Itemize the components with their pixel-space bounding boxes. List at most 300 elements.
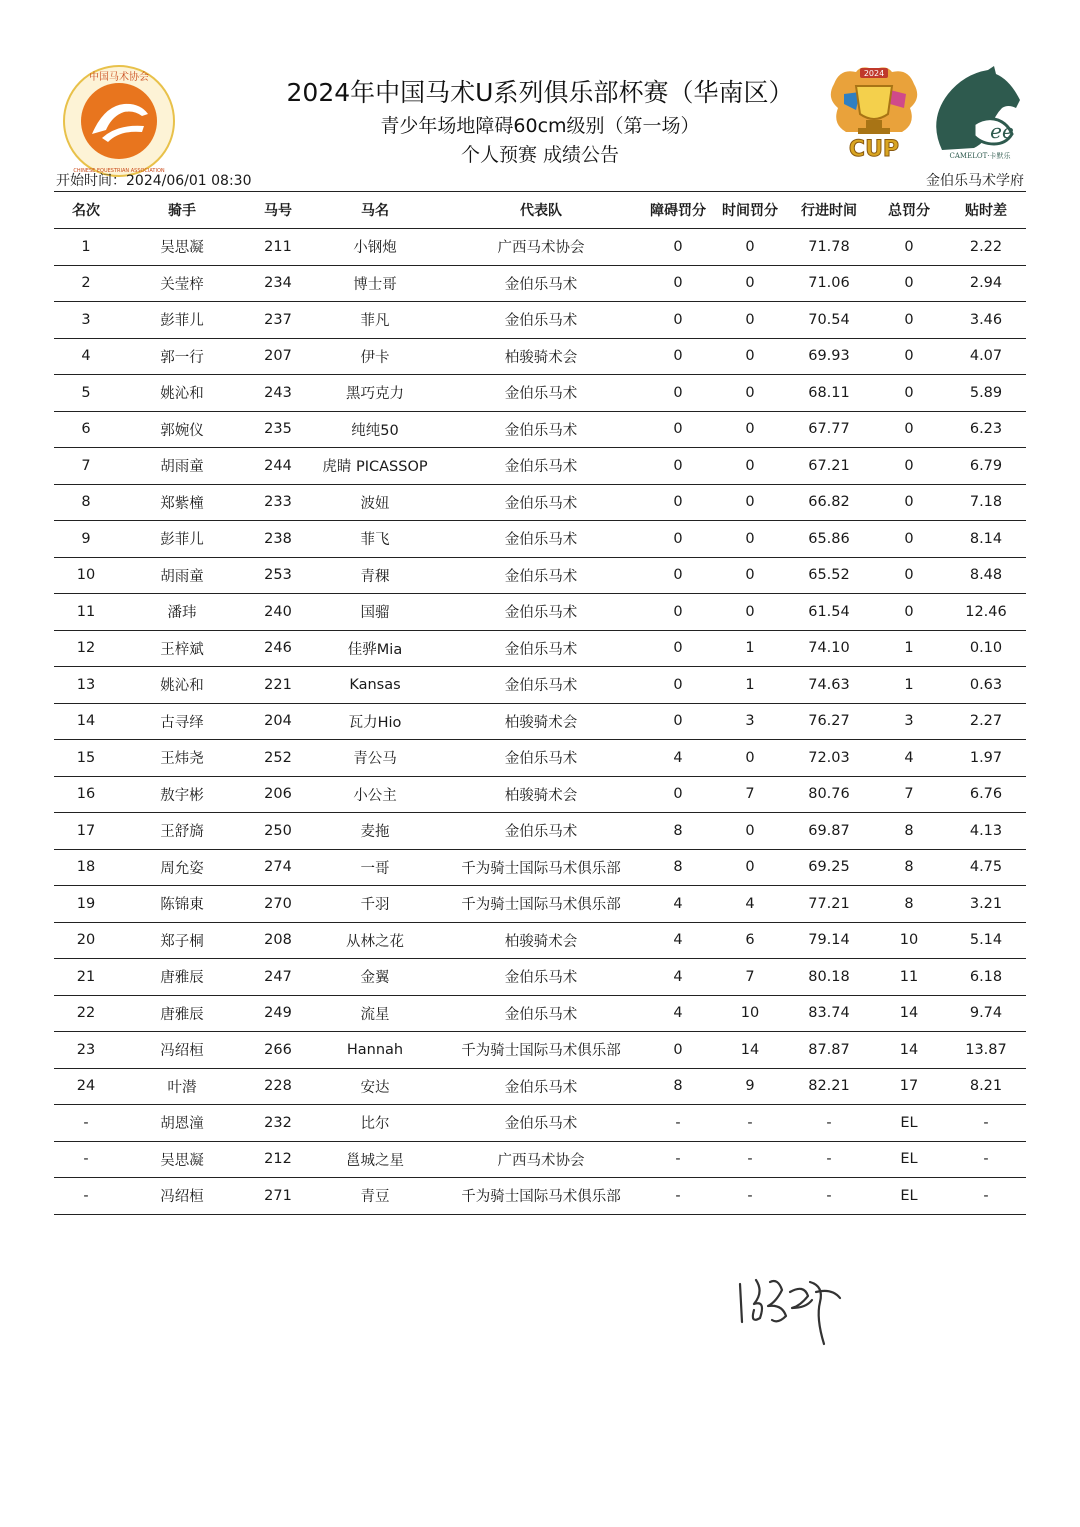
rider-cell: 冯绍桓: [118, 1178, 246, 1215]
rank-cell: 20: [54, 922, 118, 959]
jump-faults-cell: 0: [642, 1032, 714, 1069]
ride-time-cell: 61.54: [786, 594, 872, 631]
team-cell: 金伯乐马术: [440, 448, 642, 485]
time-faults-cell: 9: [714, 1068, 786, 1105]
time-faults-cell: 1: [714, 667, 786, 704]
time-faults-cell: 0: [714, 849, 786, 886]
jump-faults-cell: 0: [642, 630, 714, 667]
rider-cell: 胡雨童: [118, 557, 246, 594]
horse-number-cell: 250: [246, 813, 310, 850]
team-cell: 金伯乐马术: [440, 667, 642, 704]
time-diff-cell: 6.18: [946, 959, 1026, 996]
total-faults-cell: 0: [872, 411, 946, 448]
time-faults-cell: 0: [714, 557, 786, 594]
horse-name-cell: 小钢炮: [310, 229, 440, 266]
col-header-jump-faults: 障碍罚分: [642, 192, 714, 229]
ride-time-cell: 79.14: [786, 922, 872, 959]
time-diff-cell: -: [946, 1141, 1026, 1178]
horse-number-cell: 247: [246, 959, 310, 996]
team-cell: 柏骏骑术会: [440, 922, 642, 959]
time-faults-cell: 0: [714, 740, 786, 777]
horse-name-cell: 博士哥: [310, 265, 440, 302]
team-cell: 金伯乐马术: [440, 484, 642, 521]
table-row: [54, 229, 1026, 266]
col-header-horse-number: 马号: [246, 192, 310, 229]
total-faults-cell: 4: [872, 740, 946, 777]
horse-number-cell: 246: [246, 630, 310, 667]
col-header-total-faults: 总罚分: [872, 192, 946, 229]
table-row: [54, 813, 1026, 850]
rider-cell: 郑紫橦: [118, 484, 246, 521]
horse-number-cell: 253: [246, 557, 310, 594]
total-faults-cell: 3: [872, 703, 946, 740]
rider-cell: 王炜尧: [118, 740, 246, 777]
time-diff-cell: 5.14: [946, 922, 1026, 959]
total-faults-cell: 0: [872, 521, 946, 558]
horse-name-cell: 伊卡: [310, 338, 440, 375]
rank-cell: 1: [54, 229, 118, 266]
title-block: [200, 76, 880, 170]
jump-faults-cell: 8: [642, 813, 714, 850]
team-cell: 金伯乐马术: [440, 302, 642, 339]
rank-cell: 14: [54, 703, 118, 740]
time-diff-cell: 6.76: [946, 776, 1026, 813]
team-cell: 金伯乐马术: [440, 557, 642, 594]
page-title: 2024年中国马术U系列俱乐部杯赛（华南区）: [286, 78, 794, 107]
rider-cell: 胡雨童: [118, 448, 246, 485]
horse-number-cell: 274: [246, 849, 310, 886]
rider-cell: 王梓斌: [118, 630, 246, 667]
time-diff-cell: 7.18: [946, 484, 1026, 521]
horse-name-cell: 黑巧克力: [310, 375, 440, 412]
ride-time-cell: 76.27: [786, 703, 872, 740]
horse-number-cell: 207: [246, 338, 310, 375]
horse-number-cell: 235: [246, 411, 310, 448]
team-cell: 金伯乐马术: [440, 630, 642, 667]
rank-cell: 3: [54, 302, 118, 339]
time-diff-cell: 4.13: [946, 813, 1026, 850]
ride-time-cell: 69.25: [786, 849, 872, 886]
table-row: [54, 886, 1026, 923]
ride-time-cell: -: [786, 1105, 872, 1142]
table-row: [54, 959, 1026, 996]
time-faults-cell: -: [714, 1141, 786, 1178]
total-faults-cell: 0: [872, 557, 946, 594]
table-row: [54, 922, 1026, 959]
horse-number-cell: 211: [246, 229, 310, 266]
jump-faults-cell: 4: [642, 959, 714, 996]
svg-text:ee: ee: [990, 119, 1014, 143]
start-time: 开始时间：2024/06/01 08:30: [56, 173, 252, 189]
ride-time-cell: 71.78: [786, 229, 872, 266]
time-faults-cell: -: [714, 1105, 786, 1142]
team-cell: 金伯乐马术: [440, 521, 642, 558]
time-faults-cell: -: [714, 1178, 786, 1215]
rank-cell: 18: [54, 849, 118, 886]
rider-cell: 郑子桐: [118, 922, 246, 959]
jump-faults-cell: 0: [642, 448, 714, 485]
horse-number-cell: 240: [246, 594, 310, 631]
team-cell: 金伯乐马术: [440, 995, 642, 1032]
round-subtitle: 个人预赛 成绩公告: [460, 144, 620, 166]
horse-name-cell: 国骝: [310, 594, 440, 631]
table-row: [54, 995, 1026, 1032]
table-row: [54, 265, 1026, 302]
time-diff-cell: 6.23: [946, 411, 1026, 448]
event-subtitle: 青少年场地障碍60cm级别（第一场）: [380, 115, 700, 137]
table-row: [54, 375, 1026, 412]
horse-name-cell: 菲凡: [310, 302, 440, 339]
horse-name-cell: 纯纯50: [310, 411, 440, 448]
signature: [720, 1262, 860, 1352]
ride-time-cell: 69.93: [786, 338, 872, 375]
time-diff-cell: 4.07: [946, 338, 1026, 375]
table-row: [54, 776, 1026, 813]
table-row: [54, 484, 1026, 521]
jump-faults-cell: 0: [642, 411, 714, 448]
jump-faults-cell: 0: [642, 667, 714, 704]
rank-cell: 8: [54, 484, 118, 521]
rank-cell: 6: [54, 411, 118, 448]
horse-name-cell: 瓦力Hio: [310, 703, 440, 740]
table-row: [54, 1068, 1026, 1105]
horse-number-cell: 238: [246, 521, 310, 558]
time-diff-cell: -: [946, 1105, 1026, 1142]
rank-cell: 15: [54, 740, 118, 777]
rider-cell: 王舒旖: [118, 813, 246, 850]
ride-time-cell: 65.86: [786, 521, 872, 558]
time-faults-cell: 0: [714, 302, 786, 339]
time-diff-cell: 12.46: [946, 594, 1026, 631]
total-faults-cell: 7: [872, 776, 946, 813]
jump-faults-cell: 0: [642, 265, 714, 302]
time-faults-cell: 0: [714, 338, 786, 375]
table-row: [54, 1032, 1026, 1069]
jump-faults-cell: 0: [642, 302, 714, 339]
col-header-team: 代表队: [440, 192, 642, 229]
cea-logo: [62, 64, 176, 178]
rank-cell: 22: [54, 995, 118, 1032]
horse-name-cell: Kansas: [310, 667, 440, 704]
total-faults-cell: 14: [872, 995, 946, 1032]
team-cell: 千为骑士国际马术俱乐部: [440, 886, 642, 923]
svg-text:2024: 2024: [863, 69, 885, 78]
team-cell: 柏骏骑术会: [440, 338, 642, 375]
rank-cell: 21: [54, 959, 118, 996]
team-cell: 广西马术协会: [440, 229, 642, 266]
team-cell: 金伯乐马术: [440, 959, 642, 996]
total-faults-cell: 10: [872, 922, 946, 959]
rider-cell: 胡恩潼: [118, 1105, 246, 1142]
rank-cell: 16: [54, 776, 118, 813]
horse-number-cell: 233: [246, 484, 310, 521]
time-diff-cell: 0.10: [946, 630, 1026, 667]
time-diff-cell: 13.87: [946, 1032, 1026, 1069]
table-row: [54, 557, 1026, 594]
rider-cell: 陈锦東: [118, 886, 246, 923]
time-faults-cell: 0: [714, 448, 786, 485]
horse-name-cell: 千羽: [310, 886, 440, 923]
team-cell: 千为骑士国际马术俱乐部: [440, 1178, 642, 1215]
time-faults-cell: 4: [714, 886, 786, 923]
time-diff-cell: 2.27: [946, 703, 1026, 740]
total-faults-cell: 0: [872, 302, 946, 339]
time-faults-cell: 6: [714, 922, 786, 959]
rank-cell: 9: [54, 521, 118, 558]
jump-faults-cell: 4: [642, 995, 714, 1032]
ride-time-cell: 87.87: [786, 1032, 872, 1069]
rider-cell: 彭菲儿: [118, 521, 246, 558]
horse-number-cell: 270: [246, 886, 310, 923]
rider-cell: 潘玮: [118, 594, 246, 631]
horse-name-cell: 波妞: [310, 484, 440, 521]
jump-faults-cell: 4: [642, 922, 714, 959]
col-header-rider: 骑手: [118, 192, 246, 229]
team-cell: 千为骑士国际马术俱乐部: [440, 849, 642, 886]
rider-cell: 周允姿: [118, 849, 246, 886]
jump-faults-cell: 0: [642, 338, 714, 375]
time-diff-cell: 3.46: [946, 302, 1026, 339]
ride-time-cell: 74.10: [786, 630, 872, 667]
horse-name-cell: 金翼: [310, 959, 440, 996]
jump-faults-cell: 8: [642, 1068, 714, 1105]
table-row: [54, 703, 1026, 740]
table-row: [54, 594, 1026, 631]
table-row: [54, 448, 1026, 485]
rank-cell: -: [54, 1141, 118, 1178]
time-faults-cell: 0: [714, 411, 786, 448]
horse-name-cell: 麦拖: [310, 813, 440, 850]
rider-cell: 吴思凝: [118, 1141, 246, 1178]
time-diff-cell: 2.94: [946, 265, 1026, 302]
rider-cell: 郭婉仪: [118, 411, 246, 448]
svg-text:CAMELOT·卡默乐: CAMELOT·卡默乐: [949, 152, 1011, 160]
rider-cell: 敖宇彬: [118, 776, 246, 813]
team-cell: 金伯乐马术: [440, 1068, 642, 1105]
organizer: 金伯乐马术学府: [926, 173, 1024, 189]
ride-time-cell: -: [786, 1178, 872, 1215]
time-diff-cell: 6.79: [946, 448, 1026, 485]
table-row: [54, 1178, 1026, 1215]
rank-cell: 23: [54, 1032, 118, 1069]
ride-time-cell: 68.11: [786, 375, 872, 412]
ride-time-cell: 72.03: [786, 740, 872, 777]
table-row: [54, 1141, 1026, 1178]
table-row: [54, 667, 1026, 704]
jump-faults-cell: 0: [642, 521, 714, 558]
time-diff-cell: -: [946, 1178, 1026, 1215]
time-diff-cell: 4.75: [946, 849, 1026, 886]
total-faults-cell: 0: [872, 448, 946, 485]
rider-cell: 彭菲儿: [118, 302, 246, 339]
time-diff-cell: 8.14: [946, 521, 1026, 558]
ride-time-cell: 82.21: [786, 1068, 872, 1105]
ride-time-cell: 67.21: [786, 448, 872, 485]
table-row: [54, 521, 1026, 558]
ride-time-cell: 69.87: [786, 813, 872, 850]
cup-logo: [826, 64, 922, 164]
horse-number-cell: 221: [246, 667, 310, 704]
svg-text:CHINESE EQUESTRIAN ASSOCIATION: CHINESE EQUESTRIAN ASSOCIATION: [73, 168, 165, 174]
jump-faults-cell: 0: [642, 484, 714, 521]
rank-cell: 12: [54, 630, 118, 667]
time-diff-cell: 2.22: [946, 229, 1026, 266]
ride-time-cell: -: [786, 1141, 872, 1178]
jump-faults-cell: -: [642, 1178, 714, 1215]
horse-number-cell: 244: [246, 448, 310, 485]
time-faults-cell: 1: [714, 630, 786, 667]
total-faults-cell: EL: [872, 1105, 946, 1142]
horse-name-cell: 流星: [310, 995, 440, 1032]
team-cell: 金伯乐马术: [440, 740, 642, 777]
ride-time-cell: 67.77: [786, 411, 872, 448]
total-faults-cell: 1: [872, 667, 946, 704]
time-faults-cell: 7: [714, 776, 786, 813]
horse-name-cell: 小公主: [310, 776, 440, 813]
team-cell: 金伯乐马术: [440, 594, 642, 631]
time-faults-cell: 0: [714, 813, 786, 850]
horse-number-cell: 237: [246, 302, 310, 339]
time-faults-cell: 14: [714, 1032, 786, 1069]
team-cell: 广西马术协会: [440, 1141, 642, 1178]
total-faults-cell: 1: [872, 630, 946, 667]
time-diff-cell: 8.21: [946, 1068, 1026, 1105]
horse-number-cell: 204: [246, 703, 310, 740]
team-cell: 金伯乐马术: [440, 411, 642, 448]
rank-cell: 24: [54, 1068, 118, 1105]
table-row: [54, 740, 1026, 777]
team-cell: 柏骏骑术会: [440, 776, 642, 813]
team-cell: 千为骑士国际马术俱乐部: [440, 1032, 642, 1069]
horse-name-cell: 虎睛 PICASSOP: [310, 448, 440, 485]
jump-faults-cell: 0: [642, 229, 714, 266]
rider-cell: 郭一行: [118, 338, 246, 375]
horse-name-cell: 佳骅Mia: [310, 630, 440, 667]
horse-number-cell: 208: [246, 922, 310, 959]
rider-cell: 姚沁和: [118, 667, 246, 704]
horse-name-cell: Hannah: [310, 1032, 440, 1069]
col-header-rank: 名次: [54, 192, 118, 229]
rider-cell: 古寻绎: [118, 703, 246, 740]
horse-number-cell: 243: [246, 375, 310, 412]
ride-time-cell: 70.54: [786, 302, 872, 339]
horse-number-cell: 249: [246, 995, 310, 1032]
rank-cell: 2: [54, 265, 118, 302]
col-header-ride-time: 行进时间: [786, 192, 872, 229]
rider-cell: 唐雅辰: [118, 995, 246, 1032]
horse-number-cell: 206: [246, 776, 310, 813]
col-header-time-faults: 时间罚分: [714, 192, 786, 229]
jump-faults-cell: -: [642, 1105, 714, 1142]
total-faults-cell: 0: [872, 338, 946, 375]
svg-text:CUP: CUP: [848, 137, 900, 162]
team-cell: 金伯乐马术: [440, 813, 642, 850]
time-faults-cell: 3: [714, 703, 786, 740]
horse-name-cell: 菲飞: [310, 521, 440, 558]
rider-cell: 叶潜: [118, 1068, 246, 1105]
total-faults-cell: 0: [872, 484, 946, 521]
camelot-logo: [928, 64, 1028, 160]
jump-faults-cell: 0: [642, 594, 714, 631]
rank-cell: 17: [54, 813, 118, 850]
team-cell: 柏骏骑术会: [440, 703, 642, 740]
rider-cell: 姚沁和: [118, 375, 246, 412]
table-row: [54, 338, 1026, 375]
jump-faults-cell: 0: [642, 776, 714, 813]
table-row: [54, 411, 1026, 448]
horse-name-cell: 邕城之星: [310, 1141, 440, 1178]
horse-name-cell: 青公马: [310, 740, 440, 777]
time-faults-cell: 0: [714, 229, 786, 266]
time-faults-cell: 7: [714, 959, 786, 996]
time-diff-cell: 1.97: [946, 740, 1026, 777]
horse-number-cell: 271: [246, 1178, 310, 1215]
time-faults-cell: 0: [714, 594, 786, 631]
table-row: [54, 849, 1026, 886]
total-faults-cell: 8: [872, 813, 946, 850]
time-faults-cell: 0: [714, 265, 786, 302]
table-header-row: [54, 192, 1026, 229]
rank-cell: 13: [54, 667, 118, 704]
total-faults-cell: 0: [872, 375, 946, 412]
horse-number-cell: 266: [246, 1032, 310, 1069]
total-faults-cell: EL: [872, 1141, 946, 1178]
total-faults-cell: 17: [872, 1068, 946, 1105]
rider-cell: 唐雅辰: [118, 959, 246, 996]
team-cell: 金伯乐马术: [440, 375, 642, 412]
ride-time-cell: 65.52: [786, 557, 872, 594]
time-faults-cell: 0: [714, 375, 786, 412]
time-diff-cell: 5.89: [946, 375, 1026, 412]
total-faults-cell: 8: [872, 886, 946, 923]
time-faults-cell: 0: [714, 521, 786, 558]
time-diff-cell: 8.48: [946, 557, 1026, 594]
jump-faults-cell: 4: [642, 740, 714, 777]
horse-name-cell: 青稞: [310, 557, 440, 594]
horse-number-cell: 228: [246, 1068, 310, 1105]
horse-name-cell: 一哥: [310, 849, 440, 886]
horse-number-cell: 234: [246, 265, 310, 302]
total-faults-cell: 0: [872, 229, 946, 266]
jump-faults-cell: 0: [642, 375, 714, 412]
ride-time-cell: 71.06: [786, 265, 872, 302]
meta-row: [56, 171, 1024, 191]
total-faults-cell: EL: [872, 1178, 946, 1215]
ride-time-cell: 77.21: [786, 886, 872, 923]
ride-time-cell: 83.74: [786, 995, 872, 1032]
jump-faults-cell: 0: [642, 703, 714, 740]
rank-cell: -: [54, 1178, 118, 1215]
jump-faults-cell: -: [642, 1141, 714, 1178]
rank-cell: 10: [54, 557, 118, 594]
total-faults-cell: 14: [872, 1032, 946, 1069]
horse-number-cell: 252: [246, 740, 310, 777]
jump-faults-cell: 4: [642, 886, 714, 923]
time-faults-cell: 0: [714, 484, 786, 521]
table-row: [54, 1105, 1026, 1142]
team-cell: 金伯乐马术: [440, 265, 642, 302]
rank-cell: 7: [54, 448, 118, 485]
time-diff-cell: 0.63: [946, 667, 1026, 704]
ride-time-cell: 80.76: [786, 776, 872, 813]
total-faults-cell: 11: [872, 959, 946, 996]
time-faults-cell: 10: [714, 995, 786, 1032]
results-table: [54, 191, 1026, 1215]
total-faults-cell: 0: [872, 594, 946, 631]
horse-number-cell: 232: [246, 1105, 310, 1142]
ride-time-cell: 74.63: [786, 667, 872, 704]
col-header-horse-name: 马名: [310, 192, 440, 229]
